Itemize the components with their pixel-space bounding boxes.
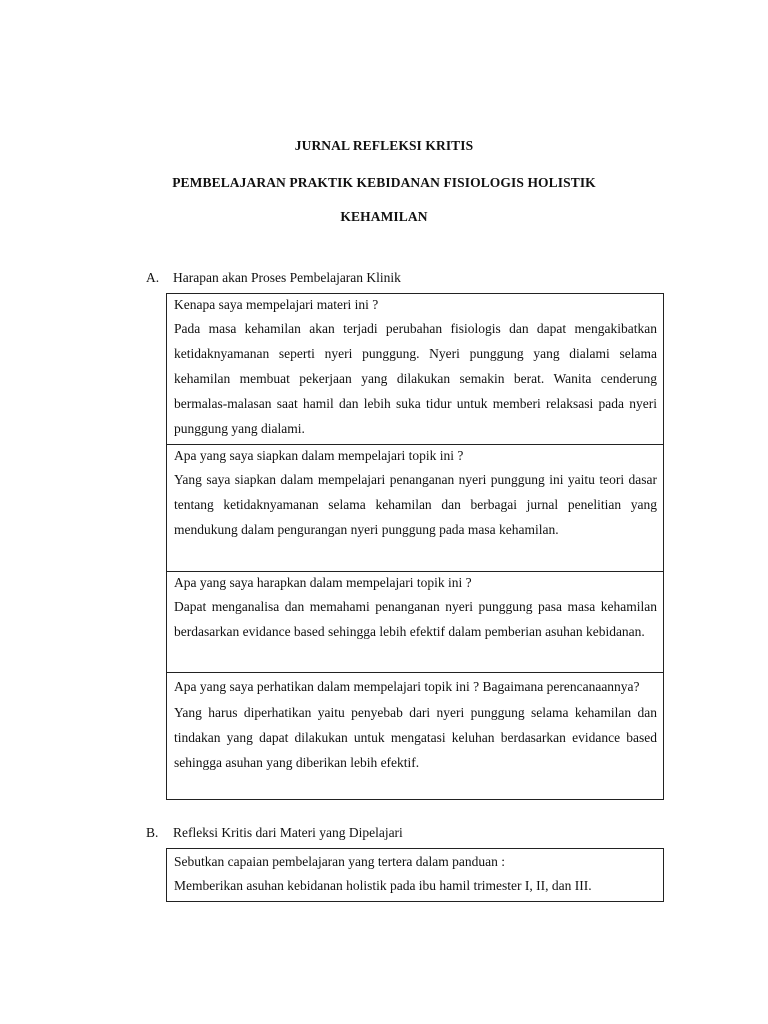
question-text: Apa yang saya perhatikan dalam mempelajari topik ini ? Bagaimana perencanaannya?	[174, 679, 640, 694]
answer-text: Dapat menganalisa dan memahami penanganan nyeri punggung pasa masa kehamilan berdasarkan evidance based sehingga lebih efektif dalam pemberian asuhan kebidanan.	[174, 599, 657, 639]
table-row	[167, 572, 663, 673]
section-a-heading	[146, 270, 401, 286]
section-a-letter: A.	[146, 270, 160, 285]
document-subtitle: PEMBELAJARAN PRAKTIK KEBIDANAN FISIOLOGIS HOLISTIK	[172, 175, 596, 190]
section-b-table	[166, 848, 664, 902]
question-text: Sebutkan capaian pembelajaran yang tertera dalam panduan :	[174, 854, 505, 869]
answer-text: Memberikan asuhan kebidanan holistik pada ibu hamil trimester I, II, dan III.	[174, 878, 592, 893]
section-b-title: Refleksi Kritis dari Materi yang Dipelajari	[173, 825, 403, 840]
answer-text: Pada masa kehamilan akan terjadi perubahan fisiologis dan dapat mengakibatkan ketidaknyamanan seperti nyeri punggung. Nyeri punggung yang dialami selama kehamilan membuat pekerjaan yang dilakukan semakin berat. Wanita cenderung bermalas-malasan saat hamil dan lebih suka tidur untuk memberi relaksasi pada nyeri punggung yang dialami.	[174, 321, 657, 436]
answer-text: Yang harus diperhatikan yaitu penyebab dari nyeri punggung selama kehamilan dan tindakan yang dapat dilakukan untuk mengatasi keluhan berdasarkan evidance based sehingga asuhan yang diberikan lebih efektif.	[174, 705, 657, 770]
question-text: Apa yang saya siapkan dalam mempelajari topik ini ?	[174, 448, 464, 463]
table-row	[167, 673, 663, 799]
table-row	[167, 445, 663, 572]
question-text: Apa yang saya harapkan dalam mempelajari topik ini ?	[174, 575, 472, 590]
document-title: JURNAL REFLEKSI KRITIS	[294, 138, 474, 153]
section-a-table	[166, 293, 664, 800]
section-b-letter: B.	[146, 825, 159, 840]
table-row	[167, 849, 663, 901]
section-a-title: Harapan akan Proses Pembelajaran Klinik	[173, 270, 401, 285]
table-row	[167, 294, 663, 445]
document-subtitle-topic: KEHAMILAN	[340, 209, 428, 224]
section-b-heading	[146, 825, 403, 841]
question-text: Kenapa saya mempelajari materi ini ?	[174, 297, 379, 312]
answer-text: Yang saya siapkan dalam mempelajari penanganan nyeri punggung ini yaitu teori dasar tentang ketidaknyamanan selama kehamilan dan berbagai jurnal penelitian yang mendukung dalam pengurangan nyeri punggung pada masa kehamilan.	[174, 472, 657, 537]
